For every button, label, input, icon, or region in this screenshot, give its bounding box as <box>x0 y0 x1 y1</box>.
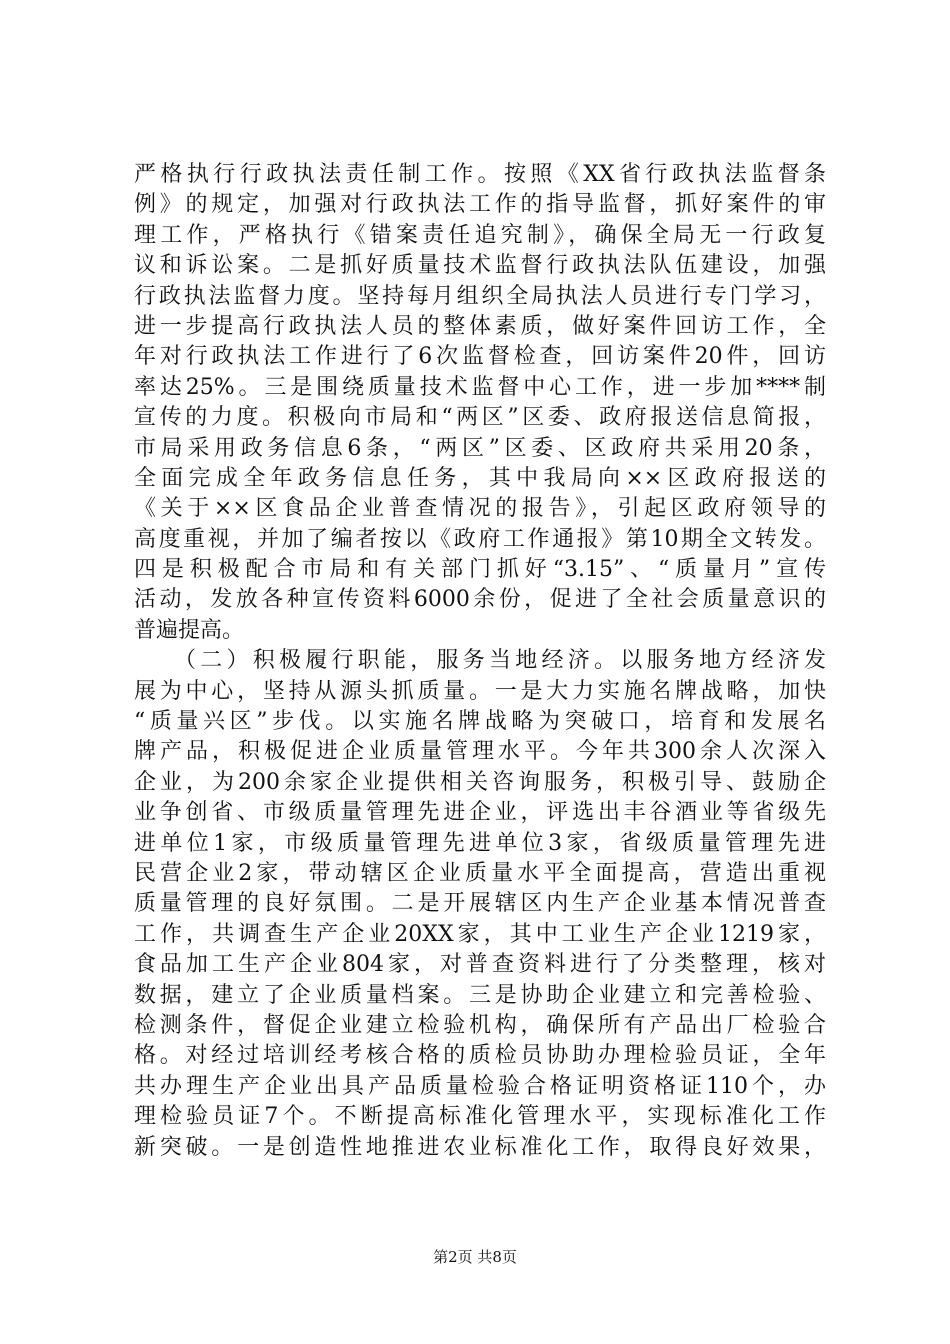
text-line: 活动，发放各种宣传资料6000余份，促进了全社会质量意识的 <box>134 587 826 613</box>
text-line: 宣传的力度。积极向市局和“两区”区委、政府报送信息简报， <box>134 405 826 431</box>
text-line: 新突破。一是创造性地推进农业标准化工作，取得良好效果， <box>134 1134 826 1160</box>
text-line: 业争创省、市级质量管理先进企业，评选出丰谷酒业等省级先 <box>134 800 826 826</box>
text-line: 工作，共调查生产企业20XX家，其中工业生产企业1219家， <box>134 921 826 947</box>
text-line: 例》的规定，加强对行政执法工作的指导监督，抓好案件的审 <box>134 192 826 218</box>
page-footer: 第2页 共8页 <box>433 1248 517 1266</box>
text-line: 四是积极配合市局和有关部门抓好“3.15”、“质量月”宣传 <box>134 557 826 583</box>
text-line: 进单位1家，市级质量管理先进单位3家，省级质量管理先进 <box>134 830 826 856</box>
text-line: 检测条件，督促企业建立检验机构，确保所有产品出厂检验合 <box>134 1012 826 1038</box>
text-line: 食品加工生产企业804家，对普查资料进行了分类整理，核对 <box>134 952 826 978</box>
text-line: 理检验员证7个。不断提高标准化管理水平，实现标准化工作 <box>134 1104 826 1130</box>
text-line: 年对行政执法工作进行了6次监督检查，回访案件20件，回访 <box>134 344 826 370</box>
text-line: 格。对经过培训经考核合格的质检员协助办理检验员证，全年 <box>134 1043 826 1069</box>
text-line: 牌产品，积极促进企业质量管理水平。今年共300余人次深入 <box>134 739 826 765</box>
text-line: 率达25%。三是围绕质量技术监督中心工作，进一步加****制 <box>134 374 826 400</box>
text-line: 议和诉讼案。二是抓好质量技术监督行政执法队伍建设，加强 <box>134 253 826 279</box>
paragraph <box>134 646 826 1163</box>
text-line: 理工作，严格执行《错案责任追究制》，确保全局无一行政复 <box>134 222 826 248</box>
text-line: 普遍提高。 <box>134 617 245 643</box>
text-line: 高度重视，并加了编者按以《政府工作通报》第10期全文转发。 <box>134 526 826 552</box>
text-line: 民营企业2家，带动辖区企业质量水平全面提高，营造出重视 <box>134 860 826 886</box>
text-line: 市局采用政务信息6条，“两区”区委、区政府共采用20条， <box>134 435 826 461</box>
text-line: （二）积极履行职能，服务当地经济。以服务地方经济发 <box>174 648 826 674</box>
document-body <box>134 160 826 1163</box>
text-line: 行政执法监督力度。坚持每月组织全局执法人员进行专门学习， <box>134 283 826 309</box>
text-line: 全面完成全年政务信息任务，其中我局向××区政府报送的 <box>134 465 826 491</box>
text-line: 数据，建立了企业质量档案。三是协助企业建立和完善检验、 <box>134 982 826 1008</box>
text-line: 《关于××区食品企业普查情况的报告》，引起区政府领导的 <box>134 496 826 522</box>
text-line: 共办理生产企业出具产品质量检验合格证明资格证110个，办 <box>134 1073 826 1099</box>
text-line: 质量管理的良好氛围。二是开展辖区内生产企业基本情况普查 <box>134 891 826 917</box>
text-line: 进一步提高行政执法人员的整体素质，做好案件回访工作，全 <box>134 313 826 339</box>
text-line: 展为中心，坚持从源头抓质量。一是大力实施名牌战略，加快 <box>134 678 826 704</box>
text-line: 企业，为200余家企业提供相关咨询服务，积极引导、鼓励企 <box>134 769 826 795</box>
paragraph <box>134 160 826 646</box>
text-line: “质量兴区”步伐。以实施名牌战略为突破口，培育和发展名 <box>134 709 826 735</box>
text-line: 严格执行行政执法责任制工作。按照《XX省行政执法监督条 <box>134 162 826 187</box>
